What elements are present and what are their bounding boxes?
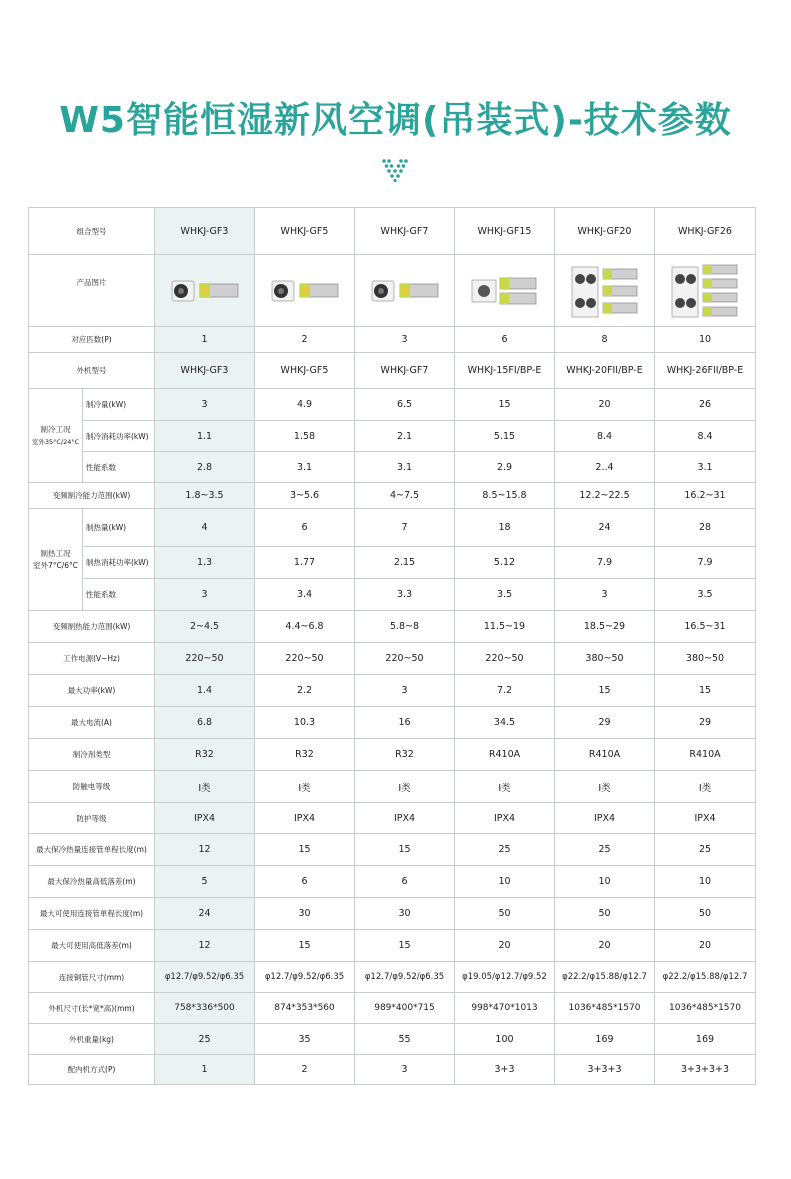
cell-value: 7.9 <box>555 547 655 579</box>
cell-value: 35 <box>255 1024 355 1055</box>
cell-value: 12 <box>155 930 255 962</box>
group-line: 室外35°C/24°C <box>31 437 80 446</box>
row-label: 最大可使用高低落差(m) <box>29 930 155 962</box>
table-row <box>29 327 756 353</box>
cell-value: 2 <box>255 1055 355 1085</box>
cell-value: 2 <box>255 327 355 353</box>
cell-value: 998*470*1013 <box>455 993 555 1024</box>
cell-value: WHKJ-GF7 <box>355 353 455 389</box>
cell-value: 29 <box>655 707 756 739</box>
group-line: 制热工况 <box>40 548 71 558</box>
cell-value: 220~50 <box>255 643 355 675</box>
cell-value: 20 <box>555 389 655 421</box>
cell-value: 20 <box>655 930 756 962</box>
cell-value: R32 <box>155 739 255 771</box>
table-row <box>29 993 756 1024</box>
cell-value: 16 <box>355 707 455 739</box>
cell-value: IPX4 <box>255 803 355 834</box>
table-row <box>29 739 756 771</box>
row-label: 最大可使用连接管单程长度(m) <box>29 898 155 930</box>
cell-value: 3 <box>355 1055 455 1085</box>
cell-value: 874*353*560 <box>255 993 355 1024</box>
cell-value: 3.3 <box>355 579 455 611</box>
cell-value: 3 <box>155 579 255 611</box>
cell-value: 169 <box>555 1024 655 1055</box>
row-label: 防触电等级 <box>29 771 155 803</box>
cell-value: 10.3 <box>255 707 355 739</box>
cell-value: φ12.7/φ9.52/φ6.35 <box>155 962 255 993</box>
row-label: 性能系数 <box>83 452 155 483</box>
cell-value: IPX4 <box>355 803 455 834</box>
cell-value: 6 <box>455 327 555 353</box>
cell-value: 7.9 <box>655 547 756 579</box>
cell-value: 12.2~22.5 <box>555 483 655 509</box>
row-label: 最大保冷热量高低落差(m) <box>29 866 155 898</box>
cell-value: 4~7.5 <box>355 483 455 509</box>
cell-value: φ19.05/φ12.7/φ9.52 <box>455 962 555 993</box>
table-row <box>29 389 756 421</box>
cell-value: 11.5~19 <box>455 611 555 643</box>
cell-value: 8.5~15.8 <box>455 483 555 509</box>
cell-value: 5.12 <box>455 547 555 579</box>
table-row <box>29 930 756 962</box>
cell-value: 25 <box>155 1024 255 1055</box>
page-title: W5智能恒湿新风空调(吊装式)-技术参数 <box>59 100 732 141</box>
cell-value: 20 <box>555 930 655 962</box>
cell-value: 15 <box>355 930 455 962</box>
cell-value: R32 <box>355 739 455 771</box>
product-image <box>355 255 455 327</box>
table-row <box>29 579 756 611</box>
cell-value: 34.5 <box>455 707 555 739</box>
cell-value: 50 <box>555 898 655 930</box>
cell-value: 16.2~31 <box>655 483 756 509</box>
row-label: 防护等级 <box>29 803 155 834</box>
row-label: 制热量(kW) <box>83 509 155 547</box>
cooling-group-label <box>29 389 83 483</box>
cell-value: 3.1 <box>655 452 756 483</box>
cell-value: 4.4~6.8 <box>255 611 355 643</box>
cell-value: 20 <box>455 930 555 962</box>
cell-value: 1036*485*1570 <box>655 993 756 1024</box>
cell-value: 3 <box>355 327 455 353</box>
cell-value: IPX4 <box>655 803 756 834</box>
cell-value: 25 <box>455 834 555 866</box>
cell-value: 2.2 <box>255 675 355 707</box>
row-label: 连接铜管尺寸(mm) <box>29 962 155 993</box>
table-row <box>29 547 756 579</box>
cell-value: 3 <box>155 389 255 421</box>
cell-value: 3.1 <box>255 452 355 483</box>
cell-value: WHKJ-20FII/BP-E <box>555 353 655 389</box>
cell-value: 1.1 <box>155 421 255 452</box>
cell-value: 3+3+3+3 <box>655 1055 756 1085</box>
cell-value: 220~50 <box>455 643 555 675</box>
table-row <box>29 962 756 993</box>
cell-value: 50 <box>655 898 756 930</box>
cell-value: 3.1 <box>355 452 455 483</box>
table-row <box>29 898 756 930</box>
cell-value: 6 <box>355 866 455 898</box>
cell-value: φ12.7/φ9.52/φ6.35 <box>355 962 455 993</box>
cell-value: 26 <box>655 389 756 421</box>
table-row <box>29 643 756 675</box>
cell-value: IPX4 <box>455 803 555 834</box>
table-row <box>29 353 756 389</box>
cell-value: 30 <box>255 898 355 930</box>
cell-value: 15 <box>255 930 355 962</box>
cell-value: 5 <box>155 866 255 898</box>
cell-value: 24 <box>555 509 655 547</box>
model-header: WHKJ-GF26 <box>655 208 756 255</box>
product-image <box>255 255 355 327</box>
cell-value: 758*336*500 <box>155 993 255 1024</box>
cell-value: 1 <box>155 327 255 353</box>
cell-value: 3 <box>355 675 455 707</box>
cell-value: 50 <box>455 898 555 930</box>
cell-value: WHKJ-GF5 <box>255 353 355 389</box>
cell-value: I类 <box>655 771 756 803</box>
cell-value: R410A <box>655 739 756 771</box>
cell-value: IPX4 <box>555 803 655 834</box>
row-label: 制冷量(kW) <box>83 389 155 421</box>
cell-value: 15 <box>255 834 355 866</box>
table-row <box>29 834 756 866</box>
cell-value: I类 <box>255 771 355 803</box>
table-row <box>29 771 756 803</box>
cell-value: 3.4 <box>255 579 355 611</box>
cell-value: 15 <box>555 675 655 707</box>
group-line: 室外7°C/6°C <box>32 560 79 570</box>
cell-value: 1.77 <box>255 547 355 579</box>
table-row <box>29 483 756 509</box>
cell-value: R410A <box>555 739 655 771</box>
row-label: 对应匹数(P) <box>29 327 155 353</box>
cell-value: 220~50 <box>355 643 455 675</box>
cell-value: 2~4.5 <box>155 611 255 643</box>
cell-value: 2.9 <box>455 452 555 483</box>
cell-value: WHKJ-26FII/BP-E <box>655 353 756 389</box>
product-image <box>655 255 756 327</box>
table-row <box>29 452 756 483</box>
cell-value: 3+3 <box>455 1055 555 1085</box>
cell-value: 18.5~29 <box>555 611 655 643</box>
table-row <box>29 1055 756 1085</box>
table-row <box>29 803 756 834</box>
row-label: 最大功率(kW) <box>29 675 155 707</box>
cell-value: 10 <box>655 327 756 353</box>
table-row <box>29 421 756 452</box>
row-label: 性能系数 <box>83 579 155 611</box>
row-label: 最大电流(A) <box>29 707 155 739</box>
cell-value: 1036*485*1570 <box>555 993 655 1024</box>
cell-value: I类 <box>155 771 255 803</box>
cell-value: 380~50 <box>655 643 756 675</box>
cell-value: 7.2 <box>455 675 555 707</box>
cell-value: 28 <box>655 509 756 547</box>
cell-value: 3.5 <box>655 579 756 611</box>
cell-value: 2.1 <box>355 421 455 452</box>
cell-value: I类 <box>555 771 655 803</box>
table-row <box>29 611 756 643</box>
cell-value: φ22.2/φ15.88/φ12.7 <box>555 962 655 993</box>
cell-value: 16.5~31 <box>655 611 756 643</box>
cell-value: 1.58 <box>255 421 355 452</box>
cell-value: 1.4 <box>155 675 255 707</box>
cell-value: 24 <box>155 898 255 930</box>
cell-value: 25 <box>555 834 655 866</box>
cell-value: 8.4 <box>555 421 655 452</box>
cell-value: 18 <box>455 509 555 547</box>
cell-value: 15 <box>455 389 555 421</box>
cell-value: 1 <box>155 1055 255 1085</box>
table-header-row <box>29 208 756 255</box>
row-label: 变频制冷能力范围(kW) <box>29 483 155 509</box>
header-label: 组合型号 <box>29 208 155 255</box>
cell-value: 6.5 <box>355 389 455 421</box>
cell-value: 2..4 <box>555 452 655 483</box>
cell-value: 169 <box>655 1024 756 1055</box>
row-label: 最大保冷热量连接管单程长度(m) <box>29 834 155 866</box>
cell-value: 10 <box>455 866 555 898</box>
cell-value: 380~50 <box>555 643 655 675</box>
cell-value: 5.8~8 <box>355 611 455 643</box>
product-image <box>455 255 555 327</box>
model-header: WHKJ-GF7 <box>355 208 455 255</box>
cell-value: 3+3+3 <box>555 1055 655 1085</box>
cell-value: 6 <box>255 509 355 547</box>
model-header: WHKJ-GF3 <box>155 208 255 255</box>
spec-table <box>28 207 756 1085</box>
cell-value: 25 <box>655 834 756 866</box>
cell-value: 220~50 <box>155 643 255 675</box>
table-row <box>29 509 756 547</box>
cell-value: 7 <box>355 509 455 547</box>
cell-value: 1.3 <box>155 547 255 579</box>
product-image <box>155 255 255 327</box>
cell-value: φ12.7/φ9.52/φ6.35 <box>255 962 355 993</box>
cell-value: 5.15 <box>455 421 555 452</box>
cell-value: 2.15 <box>355 547 455 579</box>
cell-value: R410A <box>455 739 555 771</box>
row-label: 外机型号 <box>29 353 155 389</box>
model-header: WHKJ-GF5 <box>255 208 355 255</box>
product-image <box>555 255 655 327</box>
row-label: 制热消耗功率(kW) <box>83 547 155 579</box>
row-label: 制冷剂类型 <box>29 739 155 771</box>
row-label: 变频制热能力范围(kW) <box>29 611 155 643</box>
model-header: WHKJ-GF20 <box>555 208 655 255</box>
cell-value: WHKJ-GF3 <box>155 353 255 389</box>
cell-value: 15 <box>355 834 455 866</box>
cell-value: 3~5.6 <box>255 483 355 509</box>
cell-value: 29 <box>555 707 655 739</box>
cell-value: 6 <box>255 866 355 898</box>
cell-value: 15 <box>655 675 756 707</box>
cell-value: 4.9 <box>255 389 355 421</box>
table-row <box>29 866 756 898</box>
row-label: 外机尺寸(长*宽*高)(mm) <box>29 993 155 1024</box>
cell-value: 8 <box>555 327 655 353</box>
row-label: 外机重量(kg) <box>29 1024 155 1055</box>
cell-value: WHKJ-15FI/BP-E <box>455 353 555 389</box>
cell-value: 989*400*715 <box>355 993 455 1024</box>
cell-value: I类 <box>355 771 455 803</box>
cell-value: 12 <box>155 834 255 866</box>
row-label: 工作电源(V~Hz) <box>29 643 155 675</box>
cell-value: 3 <box>555 579 655 611</box>
table-row <box>29 707 756 739</box>
heating-group-label <box>29 509 83 611</box>
row-label: 配内机方式(P) <box>29 1055 155 1085</box>
cell-value: 100 <box>455 1024 555 1055</box>
photo-row <box>29 255 756 327</box>
cell-value: I类 <box>455 771 555 803</box>
model-header: WHKJ-GF15 <box>455 208 555 255</box>
cell-value: IPX4 <box>155 803 255 834</box>
cell-value: 6.8 <box>155 707 255 739</box>
cell-value: R32 <box>255 739 355 771</box>
table-row <box>29 675 756 707</box>
cell-value: 1.8~3.5 <box>155 483 255 509</box>
cell-value: 30 <box>355 898 455 930</box>
cell-value: 4 <box>155 509 255 547</box>
cell-value: 3.5 <box>455 579 555 611</box>
cell-value: 8.4 <box>655 421 756 452</box>
cell-value: 2.8 <box>155 452 255 483</box>
row-label: 制冷消耗功率(kW) <box>83 421 155 452</box>
cell-value: 10 <box>655 866 756 898</box>
group-line: 制冷工况 <box>40 424 71 434</box>
cell-value: φ22.2/φ15.88/φ12.7 <box>655 962 756 993</box>
cell-value: 10 <box>555 866 655 898</box>
brand-dots-icon <box>381 158 409 182</box>
photo-label: 产品图片 <box>29 255 155 327</box>
table-row <box>29 1024 756 1055</box>
cell-value: 55 <box>355 1024 455 1055</box>
